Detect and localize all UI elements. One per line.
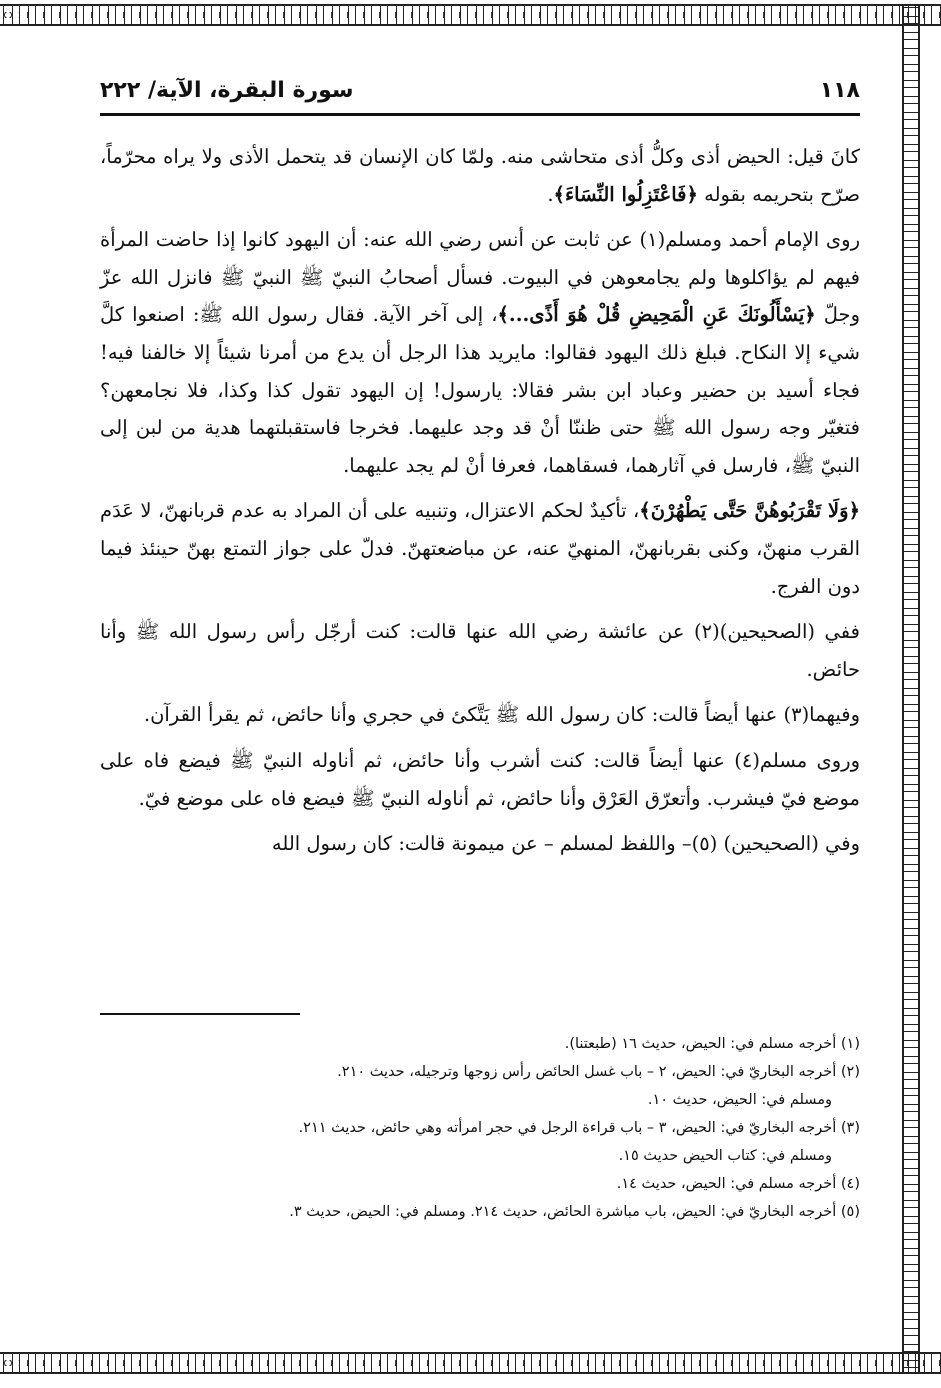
footnote-number: (٤) (840, 1176, 860, 1192)
footnote (100, 1030, 860, 1058)
paragraph-text: وروى مسلم(٤) عنها أيضاً قالت: كنت أشرب وأنا حائض، ثم أناوله النبيّ ﷺ فيضع فاه على موضع فيّ فيشرب. وأتعرّق العَرْق وأنا حائض، ثم أناوله النبيّ ﷺ فيضع فاه على موضع فيّ. (100, 748, 861, 810)
body-paragraph (100, 825, 860, 863)
footnote-separator (100, 1013, 300, 1015)
paragraph-text: ، إلى آخر الآية. فقال رسول الله ﷺ: اصنعوا كلَّ شيء إلا النكاح. فبلغ ذلك اليهود فقالوا: مايريد هذا الرجل أن يدع من أمرنا شيئاً إلا خالفنا فيه! فجاء أسيد بن حضير وعباد ابن بشر فقالا: يارسول! إن اليهود تقول كذا وكذا، فلا نجامعهن؟ فتغيّر وجه رسول الله ﷺ حتى ظننّا أنْ قد وجد عليهما. فخرجا فاستقبلتهما هدية من لبن إلى النبيّ ﷺ، فارسل في آثارهما، فسقاهما، فعرفا أنْ لم يجد عليهما. (100, 303, 860, 477)
quran-quote: ﴿يَسْأَلُونَكَ عَنِ الْمَحِيضِ قُلْ هُوَ أَذًى...﴾ (497, 303, 816, 327)
paragraph-text: . (547, 182, 554, 206)
body-paragraph (100, 221, 860, 484)
body-text (100, 138, 860, 871)
footnote-text: أخرجه مسلم في: الحيض، حديث ١٤. (616, 1176, 841, 1192)
footnote (100, 1170, 860, 1198)
footnote-number: (٥) (840, 1204, 860, 1220)
book-page (100, 60, 860, 1340)
paragraph-text: ففي (الصحيحين)(٢) عن عائشة رضي الله عنها قالت: كنت أرجّل رأس رسول الله ﷺ وأنا حائض. (100, 620, 860, 681)
footnote-number: (٢) (840, 1064, 860, 1080)
page-number: ١١٨ (819, 77, 860, 103)
paragraph-text: وفي (الصحيحين) (٥)– واللفظ لمسلم – عن ميمونة قالت: كان رسول الله (271, 832, 860, 856)
paragraph-text: ، تأكيدٌ لحكم الاعتزال، وتنبيه على أن المراد به عدم قربانهنّ، لا عَدَم القرب منهنّ، وكنى بقربانهنّ، المنهيّ عنه، عن مباضعتهنّ. فدلّ على جواز التمتع بهنّ حينئذ فيما دون الفرج. (100, 499, 860, 598)
decorative-border-top (0, 4, 941, 26)
body-paragraph (100, 613, 860, 688)
page-header (100, 70, 860, 110)
footnotes (100, 1030, 860, 1226)
body-paragraph (100, 696, 860, 734)
footnote-number: (١) (840, 1036, 860, 1052)
footnote (100, 1198, 860, 1226)
footnote (100, 1114, 860, 1142)
running-title: سورة البقرة، الآية/ ٢٢٢ (100, 77, 354, 103)
footnote-text: أخرجه مسلم في: الحيض، حديث ١٦ (طبعتنا). (564, 1036, 841, 1052)
body-paragraph (100, 742, 860, 817)
paragraph-text: وفيهما(٣) عنها أيضاً قالت: كان رسول الله ﷺ يَتَّكئ في حجري وأنا حائض، ثم يقرأ القرآن. (143, 703, 860, 727)
footnote-continuation: ومسلم في: كتاب الحيض حديث ١٥. (618, 1148, 832, 1164)
body-paragraph (100, 492, 860, 605)
footnote-text: أخرجه البخاريّ في: الحيض، باب مباشرة الحائض، حديث ٢١٤. ومسلم في: الحيض، حديث ٣. (289, 1204, 841, 1220)
decorative-border-bottom (0, 1352, 941, 1374)
header-rule (100, 113, 860, 116)
quran-quote: ﴿وَلَا تَقْرَبُوهُنَّ حَتَّى يَطْهُرْنَ﴾ (639, 499, 860, 523)
decorative-border-right (902, 4, 920, 1374)
footnote (100, 1058, 860, 1086)
paragraph-text: كانَ قيل: الحيض أذى وكلُّ أذى متحاشى منه. ولمّا كان الإنسان قد يتحمل الأذى ولا يراه محرّماً، صرّح بتحريمه بقوله (100, 145, 860, 206)
footnote-text: أخرجه البخاريّ في: الحيض، ٣ – باب قراءة الرجل في حجر امرأته وهي حائض، حديث ٢١١. (298, 1120, 841, 1136)
paragraph-text: روى الإمام أحمد ومسلم(١) عن ثابت عن أنس رضي الله عنه: أن اليهود كانوا إذا حاضت المرأة فيهم لم يؤاكلوها ولم يجامعوهن في البيوت. فسأل أصحابُ النبيّ ﷺ النبيّ ﷺ فانزل الله عزّ وجلّ (100, 228, 860, 327)
footnote-continuation: ومسلم في: الحيض، حديث ١٠. (647, 1092, 832, 1108)
footnote-text: أخرجه البخاريّ في: الحيض، ٢ – باب غسل الحائض رأس زوجها وترجيله، حديث ٢١٠. (337, 1064, 841, 1080)
footnote-number: (٣) (840, 1120, 860, 1136)
quran-quote: ﴿فَاعْتَزِلُوا النِّسَاءَ﴾ (553, 182, 698, 206)
body-paragraph (100, 138, 860, 213)
